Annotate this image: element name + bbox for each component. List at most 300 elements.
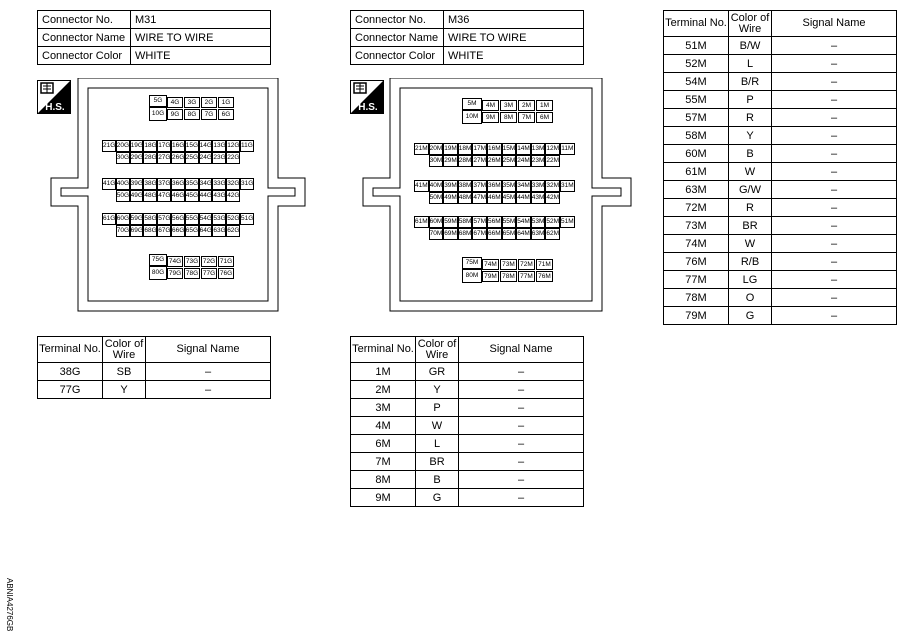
terminal-pin: 40G (116, 178, 130, 190)
table-row (664, 307, 897, 325)
table-row (38, 381, 271, 399)
terminal-pin: 51G (240, 213, 254, 225)
wire-color-cell: R (729, 199, 772, 217)
terminal-pin: 65M (502, 228, 517, 240)
signal-name-cell: – (459, 399, 584, 417)
terminal-pin: 39G (130, 178, 144, 190)
terminal-no-cell: 79M (664, 307, 729, 325)
wire-color-cell: G (729, 307, 772, 325)
terminal-pin: 7G (201, 109, 217, 120)
wire-color-cell: W (729, 163, 772, 181)
table-row (664, 91, 897, 109)
terminal-no-cell: 9M (351, 489, 416, 507)
terminal-pin: 29M (443, 155, 458, 167)
wire-color-cell: LG (729, 271, 772, 289)
table-row (38, 363, 271, 381)
wire-color-cell: P (729, 91, 772, 109)
header-color-of-wire: Color of Wire (103, 337, 146, 363)
table-row (664, 217, 897, 235)
label-connector-color: Connector Color (351, 47, 444, 65)
terminal-no-cell: 3M (351, 399, 416, 417)
terminal-pin: 15G (185, 140, 199, 152)
terminal-pin: 20M (429, 143, 444, 155)
terminal-pin: 51M (560, 216, 575, 228)
table-row (351, 489, 584, 507)
terminal-no-cell: 74M (664, 235, 729, 253)
terminal-pin: 57M (472, 216, 487, 228)
terminal-pin: 35M (502, 180, 517, 192)
signal-name-cell: – (772, 253, 897, 271)
terminal-pin: 68M (458, 228, 473, 240)
signal-name-cell: – (146, 363, 271, 381)
terminal-pin: 45G (185, 190, 199, 202)
table-row (664, 253, 897, 271)
signal-name-cell: – (772, 199, 897, 217)
table-row (38, 11, 271, 29)
signal-name-cell: – (772, 91, 897, 109)
terminal-pin: 38G (143, 178, 157, 190)
terminal-pin: 64G (199, 225, 213, 237)
signal-name-cell: – (772, 145, 897, 163)
terminal-no-cell: 57M (664, 109, 729, 127)
wire-color-cell: L (729, 55, 772, 73)
terminal-pin: 40M (429, 180, 444, 192)
terminal-no-cell: 73M (664, 217, 729, 235)
header-terminal-no: Terminal No. (351, 337, 416, 363)
terminal-no-cell: 63M (664, 181, 729, 199)
terminal-pin: 62M (545, 228, 560, 240)
terminal-pin: 18G (143, 140, 157, 152)
terminal-no-cell: 60M (664, 145, 729, 163)
terminal-pin: 56G (171, 213, 185, 225)
terminal-pin: 5G (149, 95, 167, 107)
terminal-pin: 76M (536, 271, 553, 282)
terminal-table-m36-continued (663, 10, 897, 325)
terminal-pin: 63M (531, 228, 546, 240)
label-connector-name: Connector Name (351, 29, 444, 47)
terminal-pin: 1M (536, 100, 553, 111)
table-row (351, 363, 584, 381)
terminal-pin: 46G (171, 190, 185, 202)
terminal-pin: 36G (171, 178, 185, 190)
terminal-pin: 37G (157, 178, 171, 190)
terminal-pin: 78M (500, 271, 517, 282)
signal-name-cell: – (772, 127, 897, 145)
terminal-pin: 18M (458, 143, 473, 155)
wire-color-cell: BR (729, 217, 772, 235)
terminal-pin: 74M (482, 259, 499, 270)
connector-name-value: WIRE TO WIRE (131, 29, 271, 47)
table-row (664, 163, 897, 181)
terminal-pin: 48G (143, 190, 157, 202)
terminal-no-cell: 61M (664, 163, 729, 181)
terminal-pin: 79G (168, 270, 182, 277)
terminal-pin: 26M (487, 155, 502, 167)
terminal-pin: 6G (218, 109, 234, 120)
terminal-no-cell: 8M (351, 471, 416, 489)
wire-color-cell: Y (103, 381, 146, 399)
terminal-pin: 66G (171, 225, 185, 237)
table-row (351, 29, 584, 47)
terminal-pin: 14G (199, 140, 213, 152)
terminal-pin: 21M (414, 143, 429, 155)
table-row (664, 55, 897, 73)
wire-color-cell: B (416, 471, 459, 489)
terminal-pin: 4M (482, 100, 499, 111)
terminal-pin: 67G (157, 225, 171, 237)
terminal-pin: 47M (472, 192, 487, 204)
wire-color-cell: SB (103, 363, 146, 381)
terminal-pin: 42M (545, 192, 560, 204)
terminal-pin: 4G (167, 97, 183, 108)
wire-color-cell: GR (416, 363, 459, 381)
connector-name-value: WIRE TO WIRE (444, 29, 584, 47)
terminal-pin: 33G (212, 178, 226, 190)
terminal-pin: 19M (443, 143, 458, 155)
terminal-pin: 30M (429, 155, 444, 167)
terminal-pin: 9M (482, 112, 499, 123)
terminal-pin: 36M (487, 180, 502, 192)
table-row (664, 289, 897, 307)
terminal-pin: 31G (240, 178, 254, 190)
terminal-pin: 61M (414, 216, 429, 228)
terminal-pin: 52M (545, 216, 560, 228)
table-row (351, 453, 584, 471)
table-row (351, 417, 584, 435)
terminal-pin: 32G (226, 178, 240, 190)
terminal-no-cell: 58M (664, 127, 729, 145)
terminal-pin: 66M (487, 228, 502, 240)
signal-name-cell: – (772, 55, 897, 73)
terminal-pin: 3G (184, 97, 200, 108)
connector-no-value: M31 (131, 11, 271, 29)
signal-name-cell: – (772, 181, 897, 199)
terminal-pin: 44M (516, 192, 531, 204)
header-color-of-wire: Color of Wire (416, 337, 459, 363)
terminal-pin: 69M (443, 228, 458, 240)
table-row (664, 235, 897, 253)
table-row (351, 435, 584, 453)
table-row (664, 73, 897, 91)
table-row (351, 47, 584, 65)
terminal-no-cell: 7M (351, 453, 416, 471)
header-terminal-no: Terminal No. (664, 11, 729, 37)
terminal-pin: 74G (168, 258, 182, 265)
terminal-pin: 80M (462, 269, 482, 283)
terminal-pin: 71G (219, 258, 233, 265)
signal-name-cell: – (146, 381, 271, 399)
terminal-no-cell: 52M (664, 55, 729, 73)
table-row (664, 37, 897, 55)
header-signal-name: Signal Name (146, 337, 271, 363)
terminal-pin: 12G (226, 140, 240, 152)
terminal-pin: 45M (502, 192, 517, 204)
label-connector-no: Connector No. (38, 11, 131, 29)
terminal-pin: 47G (157, 190, 171, 202)
wire-color-cell: B (729, 145, 772, 163)
terminal-no-cell: 77M (664, 271, 729, 289)
terminal-pin: 78G (185, 270, 199, 277)
wire-color-cell: L (416, 435, 459, 453)
table-header-row (38, 337, 271, 363)
terminal-pin: 39M (443, 180, 458, 192)
terminal-pin: 2G (201, 97, 217, 108)
terminal-pin: 49G (130, 190, 144, 202)
terminal-no-cell: 1M (351, 363, 416, 381)
label-connector-name: Connector Name (38, 29, 131, 47)
terminal-pin: 24G (199, 152, 213, 164)
table-row (664, 199, 897, 217)
terminal-pin: 33M (531, 180, 546, 192)
table-header-row (351, 337, 584, 363)
terminal-pin: 59M (443, 216, 458, 228)
signal-name-cell: – (459, 471, 584, 489)
wire-color-cell: R/B (729, 253, 772, 271)
terminal-pin: 10M (462, 110, 482, 124)
terminal-pin: 43M (531, 192, 546, 204)
terminal-pin: 73G (185, 258, 199, 265)
terminal-pin: 22M (545, 155, 560, 167)
table-row (351, 11, 584, 29)
wire-color-cell: R (729, 109, 772, 127)
terminal-no-cell: 77G (38, 381, 103, 399)
terminal-table-m31 (37, 336, 271, 399)
terminal-pin: 37M (472, 180, 487, 192)
terminal-pin: 52G (226, 213, 240, 225)
terminal-pin: 38M (458, 180, 473, 192)
figure-code: ABNIA4276GB (5, 578, 14, 632)
signal-name-cell: – (459, 453, 584, 471)
terminal-pin: 70M (429, 228, 444, 240)
terminal-no-cell: 54M (664, 73, 729, 91)
terminal-pin: 31M (560, 180, 575, 192)
wire-color-cell: G/W (729, 181, 772, 199)
wire-color-cell: Y (729, 127, 772, 145)
terminal-pin: 26G (171, 152, 185, 164)
terminal-pin: 79M (482, 271, 499, 282)
terminal-pin: 58M (458, 216, 473, 228)
terminal-pin: 25M (502, 155, 517, 167)
signal-name-cell: – (772, 109, 897, 127)
terminal-pin: 54M (516, 216, 531, 228)
terminal-pin: 12M (545, 143, 560, 155)
terminal-no-cell: 72M (664, 199, 729, 217)
connector-color-value: WHITE (131, 47, 271, 65)
terminal-pin: 17M (472, 143, 487, 155)
terminal-pin: 65G (185, 225, 199, 237)
table-row (351, 471, 584, 489)
terminal-pin: 3M (500, 100, 517, 111)
header-signal-name: Signal Name (459, 337, 584, 363)
terminal-pin: 58G (143, 213, 157, 225)
terminal-pin: 73M (500, 259, 517, 270)
terminal-pin: 16M (487, 143, 502, 155)
signal-name-cell: – (459, 381, 584, 399)
terminal-pin: 27M (472, 155, 487, 167)
terminal-pin: 9G (167, 109, 183, 120)
signal-name-cell: – (772, 271, 897, 289)
terminal-pin: 48M (458, 192, 473, 204)
terminal-pin: 28G (143, 152, 157, 164)
table-row (664, 181, 897, 199)
terminal-pin: 69G (130, 225, 144, 237)
signal-name-cell: – (772, 73, 897, 91)
terminal-pin: 10G (149, 107, 167, 121)
terminal-pin: 63G (212, 225, 226, 237)
table-row (664, 145, 897, 163)
terminal-pin: 24M (516, 155, 531, 167)
terminal-pin: 64M (516, 228, 531, 240)
signal-name-cell: – (772, 217, 897, 235)
signal-name-cell: – (459, 489, 584, 507)
terminal-pin: 21G (102, 140, 116, 152)
terminal-pin: 55M (502, 216, 517, 228)
terminal-pin: 50M (429, 192, 444, 204)
terminal-pin: 14M (516, 143, 531, 155)
header-signal-name: Signal Name (772, 11, 897, 37)
terminal-pin: 80G (149, 266, 167, 280)
terminal-pin: 42G (226, 190, 240, 202)
terminal-pin: 32M (545, 180, 560, 192)
terminal-pin: 61G (102, 213, 116, 225)
terminal-pin: 77G (202, 270, 216, 277)
table-row (351, 399, 584, 417)
terminal-pin: 67M (472, 228, 487, 240)
terminal-pin: 43G (212, 190, 226, 202)
terminal-no-cell: 6M (351, 435, 416, 453)
signal-name-cell: – (772, 37, 897, 55)
connector-color-value: WHITE (444, 47, 584, 65)
wire-color-cell: B/W (729, 37, 772, 55)
terminal-pin: 22G (226, 152, 240, 164)
terminal-table-m36 (350, 336, 584, 507)
terminal-pin: 44G (199, 190, 213, 202)
terminal-pin: 25G (185, 152, 199, 164)
terminal-pin: 41G (102, 178, 116, 190)
terminal-pin: 1G (218, 97, 234, 108)
terminal-pin: 77M (518, 271, 535, 282)
signal-name-cell: – (459, 363, 584, 381)
terminal-pin: 5M (462, 98, 482, 110)
terminal-pin: 11M (560, 143, 575, 155)
header-color-of-wire: Color of Wire (729, 11, 772, 37)
terminal-pin: 46M (487, 192, 502, 204)
terminal-pin: 2M (518, 100, 535, 111)
table-row (664, 109, 897, 127)
table-row (664, 271, 897, 289)
terminal-no-cell: 2M (351, 381, 416, 399)
terminal-pin: 68G (143, 225, 157, 237)
terminal-pin: 16G (171, 140, 185, 152)
terminal-pin: 53M (531, 216, 546, 228)
terminal-pin: 27G (157, 152, 171, 164)
terminal-no-cell: 38G (38, 363, 103, 381)
terminal-pin: 13M (531, 143, 546, 155)
terminal-pin: 8M (500, 112, 517, 123)
terminal-no-cell: 51M (664, 37, 729, 55)
connector-info-table-m36 (350, 10, 584, 65)
terminal-no-cell: 55M (664, 91, 729, 109)
wire-color-cell: BR (416, 453, 459, 471)
terminal-pin: 8G (184, 109, 200, 120)
terminal-pin: 60M (429, 216, 444, 228)
terminal-no-cell: 76M (664, 253, 729, 271)
terminal-no-cell: 78M (664, 289, 729, 307)
terminal-pin: 6M (536, 112, 553, 123)
wire-color-cell: W (729, 235, 772, 253)
wire-color-cell: Y (416, 381, 459, 399)
hs-label: H.S. (45, 102, 65, 113)
signal-name-cell: – (772, 289, 897, 307)
wire-color-cell: B/R (729, 73, 772, 91)
terminal-pin: 35G (185, 178, 199, 190)
table-header-row (664, 11, 897, 37)
terminal-pin: 72G (202, 258, 216, 265)
terminal-pin: 23M (531, 155, 546, 167)
terminal-pin: 49M (443, 192, 458, 204)
header-terminal-no: Terminal No. (38, 337, 103, 363)
terminal-pin: 59G (130, 213, 144, 225)
terminal-pin: 72M (518, 259, 535, 270)
terminal-pin: 17G (157, 140, 171, 152)
table-row (38, 29, 271, 47)
terminal-pin: 53G (212, 213, 226, 225)
terminal-pin: 28M (458, 155, 473, 167)
terminal-pin: 50G (116, 190, 130, 202)
wire-color-cell: W (416, 417, 459, 435)
signal-name-cell: – (772, 235, 897, 253)
terminal-pin: 11G (240, 140, 254, 152)
terminal-pin: 13G (212, 140, 226, 152)
terminal-pin: 55G (185, 213, 199, 225)
label-connector-no: Connector No. (351, 11, 444, 29)
connector-no-value: M36 (444, 11, 584, 29)
connector-info-table-m31 (37, 10, 271, 65)
terminal-pin: 62G (226, 225, 240, 237)
wire-color-cell: P (416, 399, 459, 417)
terminal-pin: 71M (536, 259, 553, 270)
terminal-pin: 20G (116, 140, 130, 152)
terminal-pin: 23G (212, 152, 226, 164)
label-connector-color: Connector Color (38, 47, 131, 65)
hs-label: H.S. (358, 102, 378, 113)
terminal-pin: 29G (130, 152, 144, 164)
terminal-pin: 57G (157, 213, 171, 225)
terminal-pin: 56M (487, 216, 502, 228)
table-row (38, 47, 271, 65)
terminal-pin: 75M (462, 257, 482, 269)
terminal-pin: 70G (116, 225, 130, 237)
terminal-no-cell: 4M (351, 417, 416, 435)
signal-name-cell: – (772, 163, 897, 181)
table-row (351, 381, 584, 399)
terminal-pin: 54G (199, 213, 213, 225)
terminal-pin: 34M (516, 180, 531, 192)
signal-name-cell: – (459, 435, 584, 453)
signal-name-cell: – (459, 417, 584, 435)
terminal-pin: 7M (518, 112, 535, 123)
terminal-pin: 19G (130, 140, 144, 152)
terminal-pin: 75G (149, 254, 167, 266)
terminal-pin: 30G (116, 152, 130, 164)
terminal-pin: 60G (116, 213, 130, 225)
terminal-pin: 41M (414, 180, 429, 192)
signal-name-cell: – (772, 307, 897, 325)
terminal-pin: 76G (219, 270, 233, 277)
terminal-pin: 15M (502, 143, 517, 155)
wire-color-cell: O (729, 289, 772, 307)
wire-color-cell: G (416, 489, 459, 507)
